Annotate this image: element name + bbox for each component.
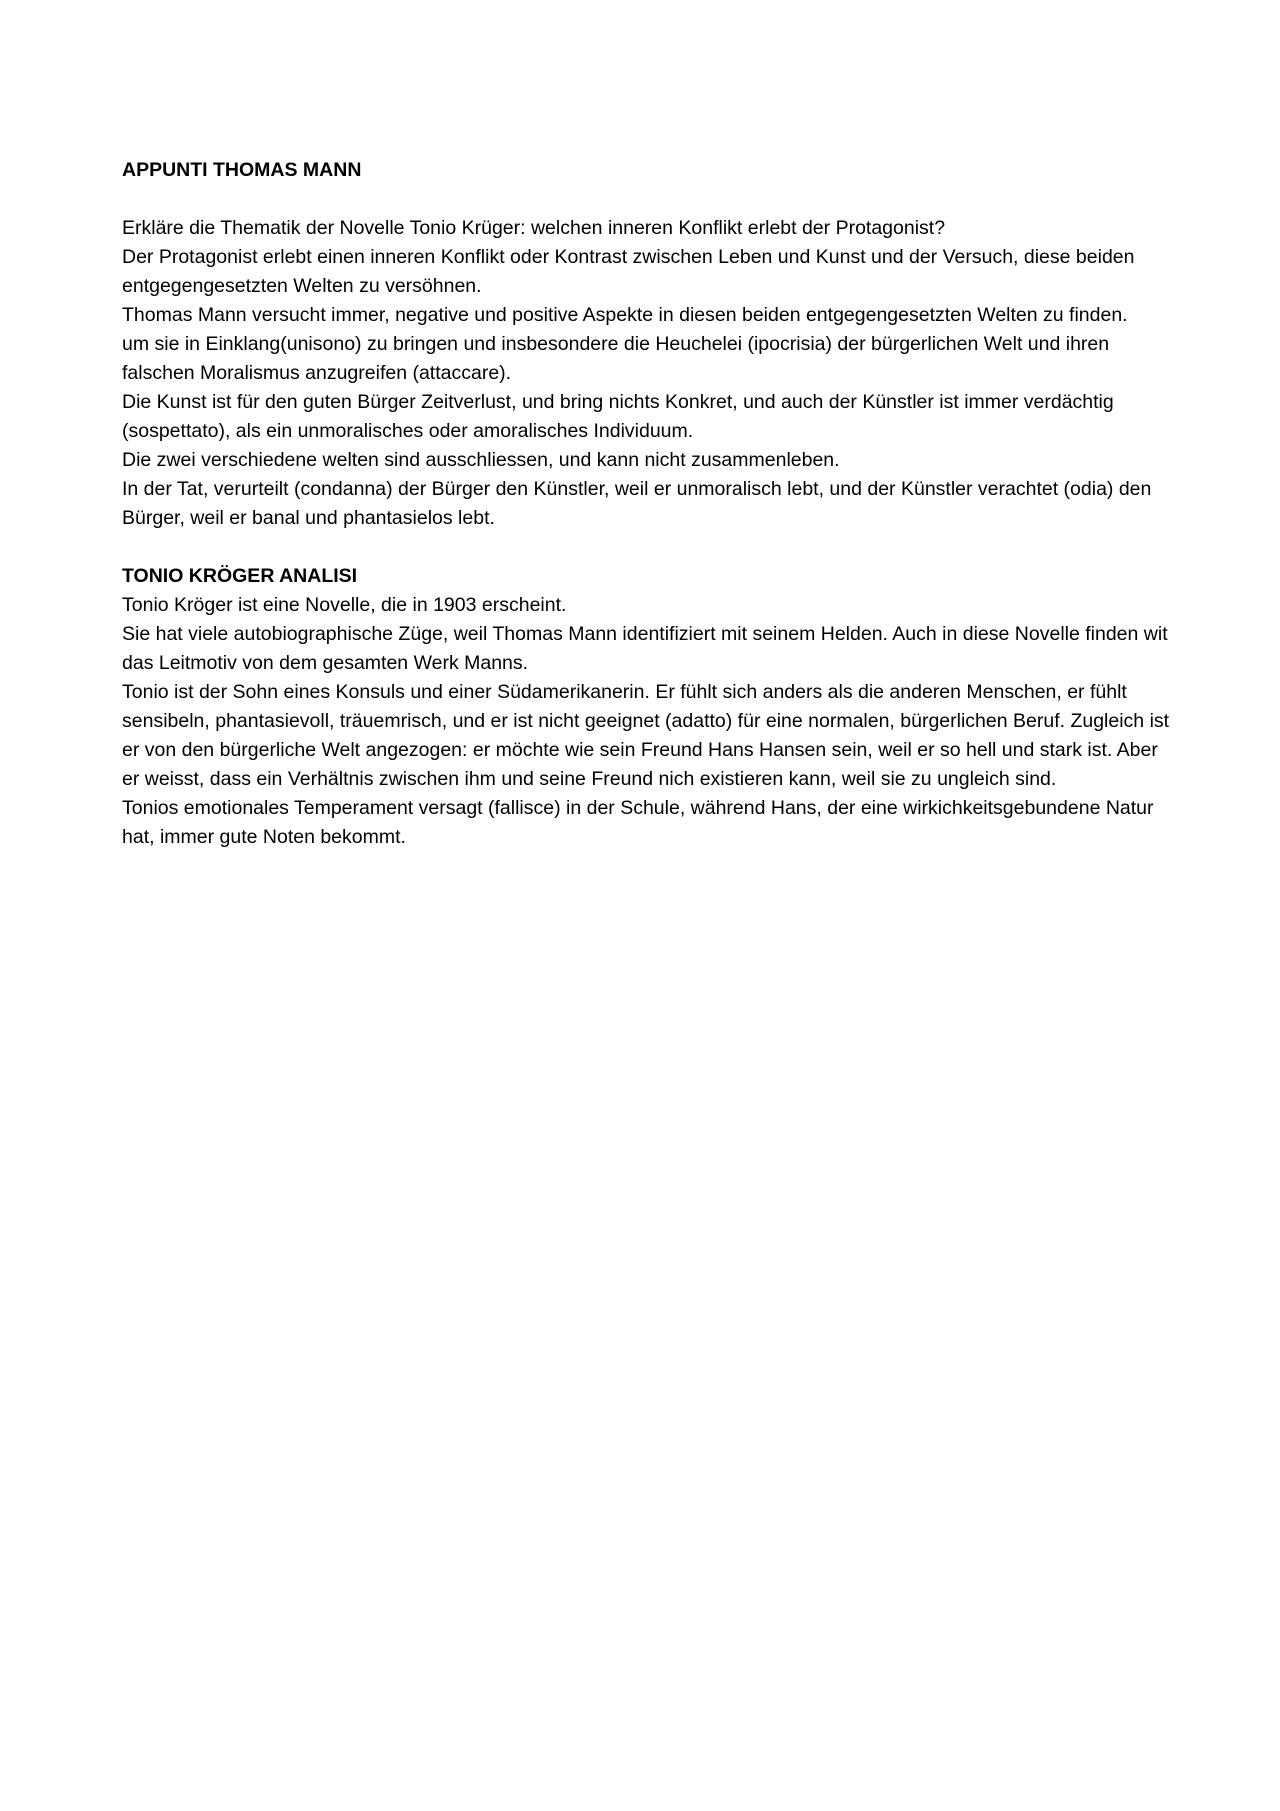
paragraph: um sie in Einklang(unisono) zu bringen und insbesondere die Heuchelei (ipocrisia) der bürgerlichen Welt und ihren falschen Moralismus anzugreifen (attaccare). bbox=[122, 333, 1110, 384]
paragraph: Die Kunst ist für den guten Bürger Zeitverlust, und bring nichts Konkret, und auch der Künstler ist immer verdächtig (sospettato), als ein unmoralisches oder amoralisches Individuum. bbox=[122, 391, 1114, 442]
paragraph: Tonio Kröger ist eine Novelle, die in 1903 erscheint. bbox=[122, 594, 567, 616]
paragraph: Die zwei verschiedene welten sind ausschliessen, und kann nicht zusammenleben. bbox=[122, 449, 840, 471]
section-heading-analisi: TONIO KRÖGER ANALISI bbox=[122, 565, 358, 587]
paragraph: Tonios emotionales Temperament versagt (fallisce) in der Schule, während Hans, der eine wirkichkeitsgebundene Natur hat, immer gute Noten bekommt. bbox=[122, 797, 1154, 848]
paragraph: Tonio ist der Sohn eines Konsuls und einer Südamerikanerin. Er fühlt sich anders als die anderen Menschen, er fühlt sensibeln, phantasievoll, träuemrisch, und er ist nicht geeignet (adatto) für eine normalen, bürgerlichen Beruf. Zugleich ist er von den bürgerliche Welt angezogen: er möchte wie sein Freund Hans Hansen sein, weil er so hell und stark ist. Aber er weisst, dass ein Verhältnis zwischen ihm und seine Freund nich existieren kann, weil sie zu ungleich sind. bbox=[122, 681, 1170, 790]
section-heading-appunti: APPUNTI THOMAS MANN bbox=[122, 159, 362, 181]
blank-line bbox=[122, 185, 1172, 214]
blank-line bbox=[122, 533, 1172, 562]
paragraph: Sie hat viele autobiographische Züge, weil Thomas Mann identifiziert mit seinem Helden. Auch in diese Novelle finden wit das Leitmotiv von dem gesamten Werk Manns. bbox=[122, 623, 1168, 674]
document-body bbox=[122, 156, 1172, 852]
paragraph: Thomas Mann versucht immer, negative und positive Aspekte in diesen beiden entgegengesetzten Welten zu finden. bbox=[122, 304, 1128, 326]
paragraph: In der Tat, verurteilt (condanna) der Bürger den Künstler, weil er unmoralisch lebt, und der Künstler verachtet (odia) den Bürger, weil er banal und phantasielos lebt. bbox=[122, 478, 1152, 529]
paragraph: Der Protagonist erlebt einen inneren Konflikt oder Kontrast zwischen Leben und Kunst und der Versuch, diese beiden entgegengesetzten Welten zu versöhnen. bbox=[122, 246, 1135, 297]
paragraph: Erkläre die Thematik der Novelle Tonio Krüger: welchen inneren Konflikt erlebt der Protagonist? bbox=[122, 217, 946, 239]
